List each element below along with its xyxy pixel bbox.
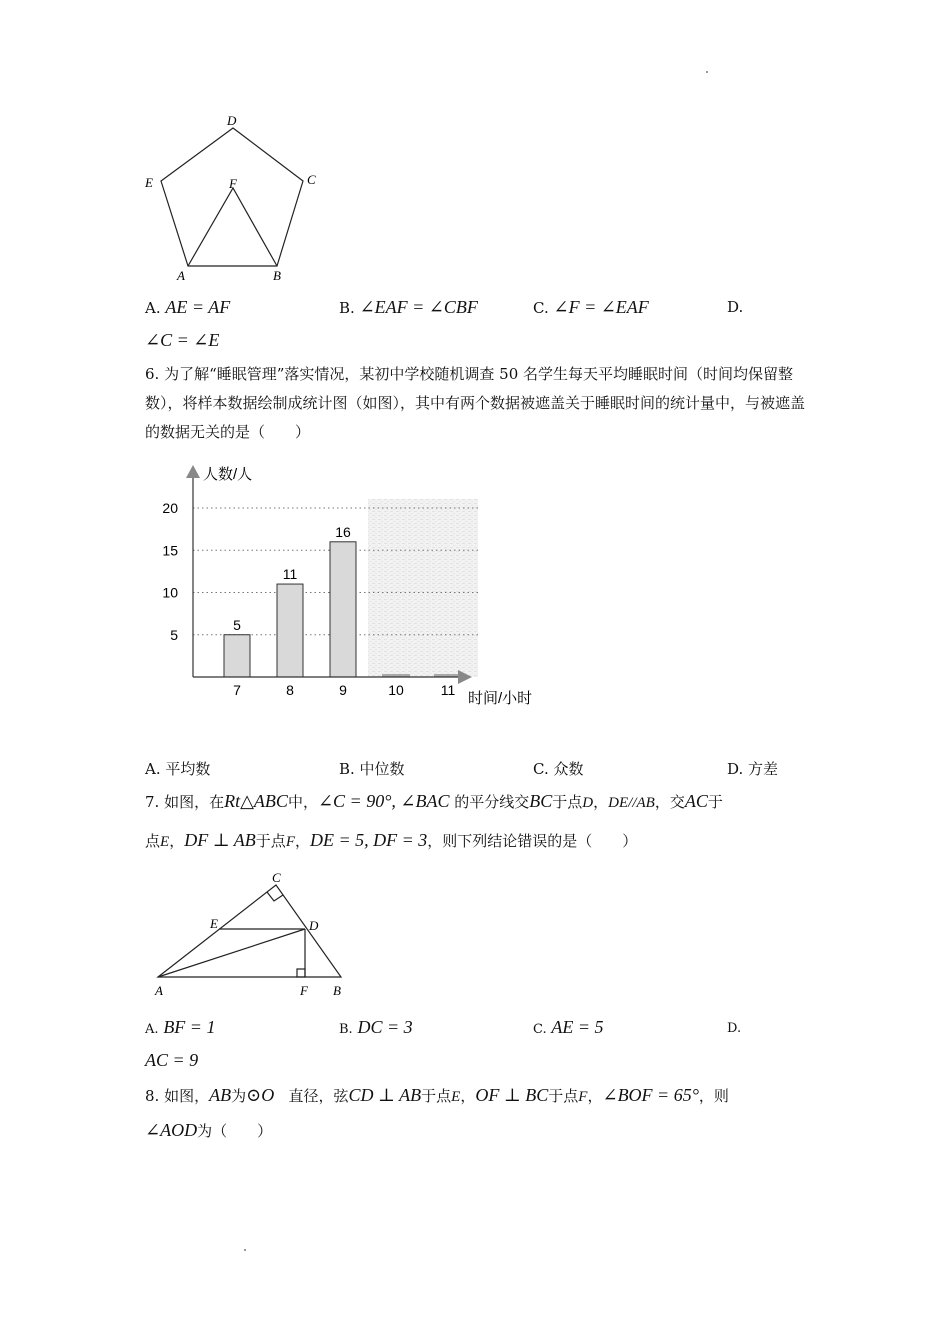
q5-option-a-expr: AE = AF (165, 297, 231, 317)
q7-text: ，则下列结论错误的是（ ） (427, 832, 638, 850)
y-tick-label-15: 15 (162, 542, 178, 559)
q5-option-c-expr: ∠F = ∠EAF (553, 297, 649, 317)
q8-text: 于点 (421, 1087, 452, 1105)
q7-text: ，交 (654, 793, 685, 811)
q6-option-c[interactable]: C. 众数 (533, 760, 584, 778)
y-tick-label-20: 20 (162, 500, 178, 516)
pentagon-shape (161, 128, 303, 266)
q5-option-c[interactable] (533, 297, 649, 318)
bar-label-8: 11 (282, 566, 298, 583)
q7-option-a-expr: BF = 1 (163, 1017, 216, 1037)
q5-option-a-prefix: A. (145, 299, 161, 317)
x-axis-label: 时间/小时 (468, 690, 533, 707)
q5-label-f: F (229, 176, 237, 191)
q7-segment-bc: BC (529, 791, 553, 811)
q6-bar-chart (150, 455, 570, 715)
q5-label-c: C (307, 172, 316, 187)
covered-region (368, 499, 478, 677)
x-tick-label-8: 8 (286, 682, 294, 698)
q8-text: ，则 (698, 1087, 729, 1105)
q8-line-1 (145, 1085, 729, 1107)
x-tick-label-10: 10 (388, 682, 404, 698)
q7-option-d[interactable] (727, 1017, 741, 1039)
q5-label-a: A (177, 268, 185, 283)
y-tick-label-10: 10 (162, 584, 178, 601)
bar-7 (224, 635, 250, 677)
q8-text: ， (587, 1087, 603, 1105)
q7-option-b[interactable] (339, 1017, 413, 1040)
q7-text: 于点 (552, 793, 583, 811)
x-tick-label-7: 7 (233, 682, 241, 698)
q7-text: ， (593, 793, 609, 811)
q7-perp-condition: DF ⊥ AB (184, 830, 256, 850)
segment-ad (158, 929, 305, 977)
q7-option-d-prefix: D. (727, 1021, 742, 1036)
q7-option-b-expr: DC = 3 (357, 1017, 413, 1037)
q7-point-d: D (582, 795, 594, 811)
q5-option-b-expr: ∠EAF = ∠CBF (359, 297, 478, 317)
q7-option-c-prefix: C. (533, 1022, 547, 1037)
q7-option-d-expr-line (145, 1050, 198, 1071)
q7-triangle-name: Rt△ABC (224, 791, 288, 811)
q5-label-d: D (227, 113, 237, 128)
q7-option-a-prefix: A. (145, 1022, 159, 1037)
q5-option-d[interactable] (727, 297, 743, 317)
q7-label-b: B (333, 983, 341, 998)
q7-line-2 (145, 830, 637, 852)
q8-line-2 (145, 1120, 272, 1141)
q7-text: ， (294, 832, 310, 850)
q7-angle-condition: ∠C = 90°, ∠BAC (317, 791, 450, 811)
q7-option-a[interactable] (145, 1017, 215, 1040)
q5-label-e: E (145, 175, 153, 190)
q5-option-d-expr: ∠C = ∠E (145, 330, 220, 350)
q5-label-b: B (273, 268, 281, 283)
x-tick-label-9: 9 (339, 682, 347, 698)
q8-text: 8. 如图， (145, 1087, 210, 1105)
q6-option-a[interactable]: A. 平均数 (145, 760, 211, 778)
q7-text: 点 (145, 832, 161, 850)
q7-point-e: E (160, 834, 170, 850)
q7-label-e: E (210, 916, 218, 931)
q5-option-d-expr-line (145, 330, 219, 351)
q7-label-f: F (300, 983, 308, 998)
q8-point-f: F (578, 1089, 588, 1105)
q7-segment-ac: AC (684, 791, 708, 811)
q7-text: 于点 (255, 832, 286, 850)
q5-pentagon-figure (140, 108, 340, 288)
triangle-abf (188, 188, 277, 266)
bar-9 (330, 542, 356, 677)
q7-text: ， (169, 832, 185, 850)
q5-option-a[interactable] (145, 297, 230, 318)
y-axis-label: 人数/人 (203, 466, 253, 483)
q8-chord-condition: CD ⊥ AB (348, 1085, 422, 1105)
y-axis-arrow-icon (186, 465, 200, 478)
q8-point-e: E (451, 1089, 461, 1105)
q7-point-f: F (285, 834, 295, 850)
q7-parallel-condition: DE//AB (608, 795, 655, 811)
page-dot-top (706, 71, 708, 73)
q7-text: 中， (287, 793, 318, 811)
q6-option-d[interactable]: D. 方差 (727, 760, 779, 778)
bar-8 (277, 584, 303, 677)
q7-triangle-figure (150, 866, 370, 1006)
q6-option-b[interactable]: B. 中位数 (339, 760, 405, 778)
q5-option-b[interactable] (339, 297, 478, 318)
q7-option-b-prefix: B. (339, 1022, 353, 1037)
right-angle-f-icon (297, 969, 305, 977)
q8-text: 直径，弦 (288, 1087, 349, 1105)
q8-angle-condition: ∠BOF = 65° (602, 1085, 699, 1105)
q7-label-c: C (272, 870, 281, 885)
y-tick-label-5: 5 (170, 626, 178, 643)
q8-text: 为（ ） (197, 1122, 273, 1140)
q5-option-b-prefix: B. (339, 299, 355, 317)
right-angle-c-icon (267, 892, 283, 901)
bar-label-9: 16 (335, 523, 351, 540)
q7-label-d: D (309, 918, 319, 933)
q8-segment-ab: AB (209, 1085, 232, 1105)
q8-perp-condition: OF ⊥ BC (475, 1085, 549, 1105)
q6-question-text: 6. 为了解“睡眠管理”落实情况，某初中学校随机调查 50 名学生每天平均睡眠时间（时间均保留整数），将样本数据绘制成统计图（如图），其中有两个数据被遮盖关于睡眠时间的统计量中，与被遮盖的数据无关的是（ ） (145, 365, 806, 441)
page-dot-bottom (244, 1249, 246, 1251)
bar-label-7: 5 (233, 616, 241, 633)
q8-text: ， (460, 1087, 476, 1105)
q5-option-d-prefix: D. (727, 298, 744, 316)
q7-text: 的平分线交 (454, 793, 530, 811)
q8-text: 于点 (548, 1087, 579, 1105)
q7-option-c[interactable] (533, 1017, 604, 1040)
x-tick-label-11: 11 (440, 682, 456, 698)
q8-text: 为 (231, 1087, 247, 1105)
q5-option-c-prefix: C. (533, 299, 549, 317)
q8-circle-o: ⊙O (246, 1085, 275, 1105)
q7-text: 7. 如图，在 (145, 793, 225, 811)
q7-length-condition: DE = 5, DF = 3 (310, 830, 428, 850)
q7-option-c-expr: AE = 5 (551, 1017, 604, 1037)
q7-option-d-expr: AC = 9 (145, 1050, 199, 1070)
q7-line-1 (145, 791, 723, 813)
q7-label-a: A (155, 983, 163, 998)
q7-text: 于 (707, 793, 723, 811)
q8-angle-aod: ∠AOD (145, 1120, 198, 1140)
